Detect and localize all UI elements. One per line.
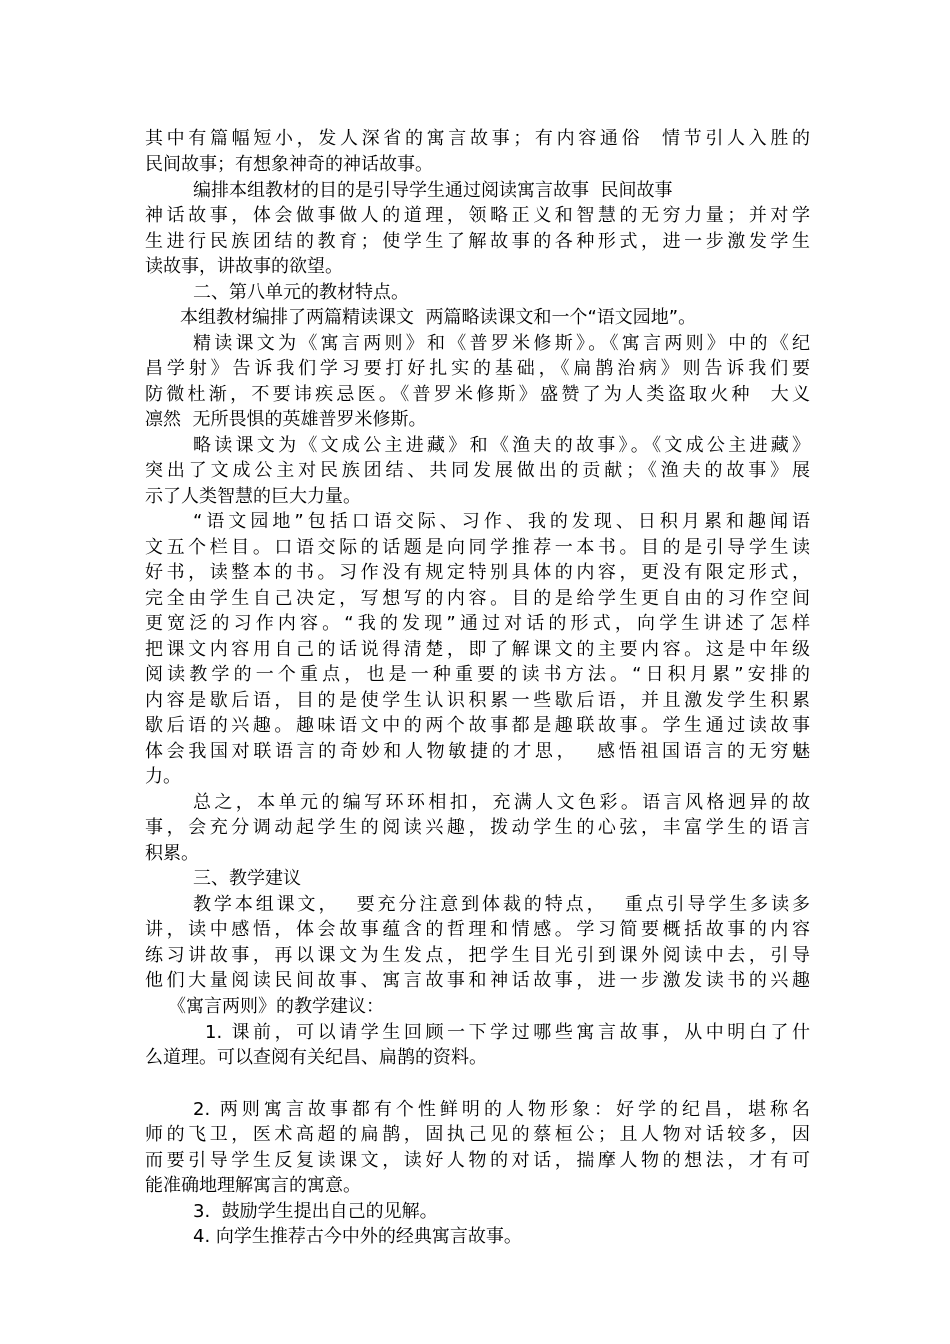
- text-line: 文五个栏目。口语交际的话题是向同学推荐一本书。目的是引导学生读: [145, 537, 810, 558]
- text-line: 本组教材编排了两篇精读课文 两篇略读课文和一个“语文园地”。: [180, 307, 697, 328]
- section-heading: 三、教学建议: [193, 868, 301, 889]
- text-line: 更宽泛的习作内容。“我的发现”通过对话的形式，向学生讲述了怎样: [145, 613, 810, 634]
- text-line: 能准确地理解寓言的寓意。: [145, 1175, 361, 1196]
- text-line: 教学本组课文， 要充分注意到体裁的特点， 重点引导学生多读多: [193, 894, 810, 915]
- text-line: 总之，本单元的编写环环相扣，充满人文色彩。语言风格迥异的故: [193, 792, 810, 813]
- text-line: 把课文内容用自己的话说得清楚，即了解课文的主要内容。这是中年级: [145, 639, 810, 660]
- text-line: 示了人类智慧的巨大力量。: [145, 486, 361, 507]
- text-line: 其中有篇幅短小，发人深省的寓言故事；有内容通俗 情节引人入胜的: [145, 128, 810, 149]
- text-line: 么道理。可以查阅有关纪昌、扁鹊的资料。: [145, 1047, 487, 1068]
- text-line: 生进行民族团结的教育；使学生了解故事的各种形式，进一步激发学生: [145, 231, 810, 252]
- text-line: 突出了文成公主对民族团结、共同发展做出的贡献；《渔夫的故事》展: [145, 460, 810, 481]
- text-line: 师的飞卫，医术高超的扁鹊，固执己见的蔡桓公；且人物对话较多，因: [145, 1124, 810, 1145]
- text-line: 凛然 无所畏惧的英雄普罗米修斯。: [145, 409, 427, 430]
- text-line: 精读课文为《寓言两则》和《普罗米修斯》。《寓言两则》中的《纪: [193, 333, 810, 354]
- text-line: 他们大量阅读民间故事、寓言故事和神话故事，进一步激发读书的兴趣: [145, 970, 810, 991]
- text-line: 神话故事，体会做事做人的道理，领略正义和智慧的无穷力量；并对学: [145, 205, 810, 226]
- text-line: 4. 向学生推荐古今中外的经典寓言故事。: [193, 1226, 522, 1247]
- text-line: 体会我国对联语言的奇妙和人物敏捷的才思， 感悟祖国语言的无穷魅: [145, 741, 810, 762]
- text-line: 编排本组教材的目的是引导学生通过阅读寓言故事 民间故事: [193, 180, 673, 201]
- text-line: “语文园地”包括口语交际、习作、我的发现、日积月累和趣闻语: [193, 511, 810, 532]
- text-line: 防微杜渐，不要讳疾忌医。《普罗米修斯》盛赞了为人类盗取火种 大义: [145, 384, 810, 405]
- text-line: 内容是歇后语，目的是使学生认识积累一些歇后语，并且激发学生积累: [145, 690, 810, 711]
- text-line: 略读课文为《文成公主进藏》和《渔夫的故事》。《文成公主进藏》: [193, 435, 810, 456]
- text-line: 阅读教学的一个重点，也是一种重要的读书方法。“日积月累”安排的: [145, 664, 810, 685]
- text-line: 1. 课前，可以请学生回顾一下学过哪些寓言故事，从中明白了什: [205, 1022, 810, 1043]
- text-line: 好书，读整本的书。习作没有规定特别具体的内容，更没有限定形式，: [145, 562, 810, 583]
- text-line: 歇后语的兴趣。趣味语文中的两个故事都是趣联故事。学生通过读故事: [145, 715, 810, 736]
- text-line: 2. 两则寓言故事都有个性鲜明的人物形象：好学的纪昌，堪称名: [193, 1099, 810, 1120]
- text-line: 民间故事；有想象神奇的神话故事。: [145, 154, 433, 175]
- text-line: 3. 鼓励学生提出自己的见解。: [193, 1201, 438, 1222]
- text-line: 昌学射》告诉我们学习要打好扎实的基础，《扁鹊治病》则告诉我们要: [145, 358, 810, 379]
- text-line: 讲，读中感悟，体会故事蕴含的哲理和情感。学习简要概括故事的内容: [145, 919, 810, 940]
- text-line: 力。: [145, 766, 181, 787]
- text-line: 完全由学生自己决定，写想写的内容。目的是给学生更自由的习作空间: [145, 588, 810, 609]
- section-heading: 二、第八单元的教材特点。: [193, 282, 409, 303]
- text-line: 而要引导学生反复读课文，读好人物的对话，揣摩人物的想法，才有可: [145, 1150, 810, 1171]
- text-line: 《寓言两则》的教学建议：: [168, 996, 384, 1017]
- text-line: 事，会充分调动起学生的阅读兴趣，拨动学生的心弦，丰富学生的语言: [145, 817, 810, 838]
- text-line: 练习讲故事，再以课文为生发点，把学生目光引到课外阅读中去，引导: [145, 945, 810, 966]
- text-line: 积累。: [145, 843, 199, 864]
- text-line: 读故事，讲故事的欲望。: [145, 256, 343, 277]
